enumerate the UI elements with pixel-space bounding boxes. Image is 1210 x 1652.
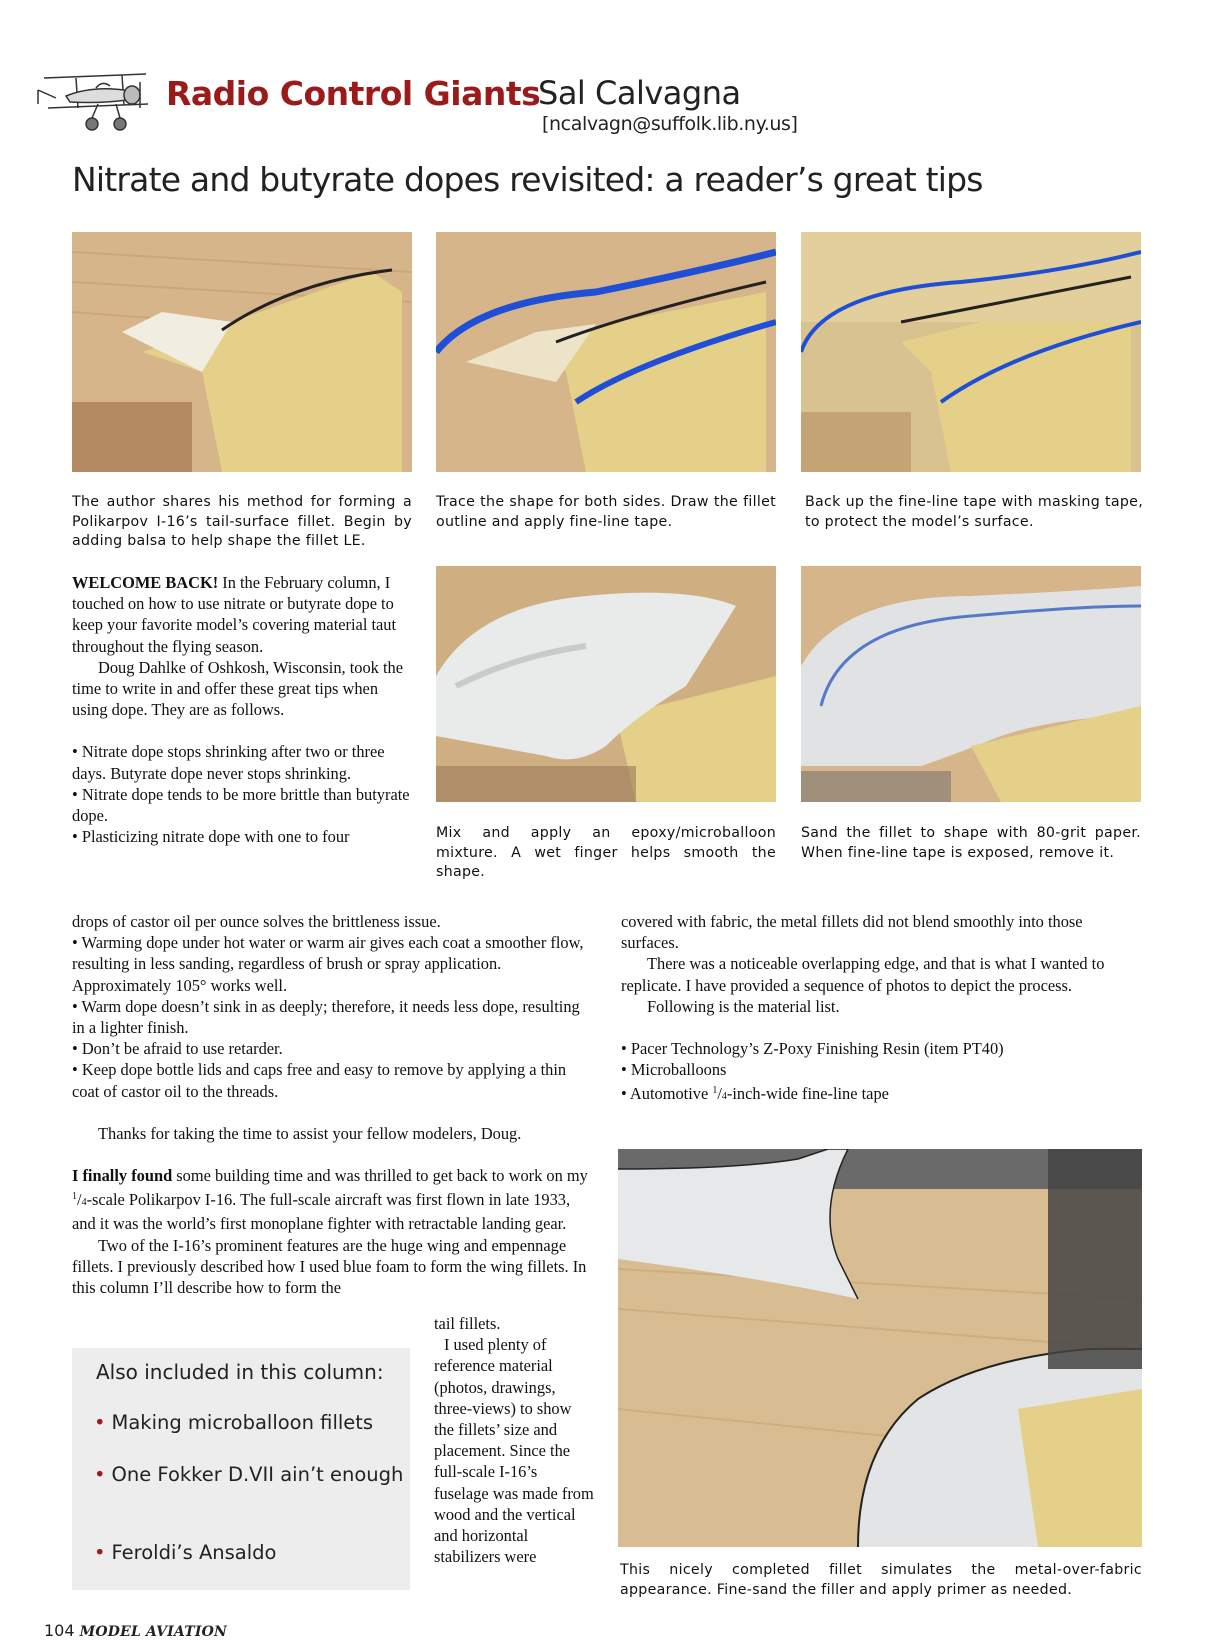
biplane-logo-icon <box>36 58 160 142</box>
overlap-paragraph: There was a noticeable overlapping edge, and that is what I wanted to replicate. I have provided a sequence of photos to depict the process. <box>621 954 1105 995</box>
magazine-name: MODEL AVIATION <box>79 1624 227 1640</box>
sidebar-item-label: Making microballoon fillets <box>111 1411 374 1434</box>
photo-traced-outline <box>436 232 776 472</box>
page-footer <box>44 1621 227 1640</box>
tip-item-cont: drops of castor oil per ounce solves the brittleness issue. <box>72 912 441 931</box>
doug-intro: Doug Dahlke of Oshkosh, Wisconsin, took the time to write in and offer these great tips when using dope. They are as follows. <box>72 657 403 720</box>
tip-item-start: • Plasticizing nitrate dope with one to four <box>72 827 350 847</box>
bullet-icon: • <box>94 1541 106 1564</box>
welcome-text: In the February column, I touched on how to use nitrate or butyrate dope to keep your favorite model’s covering material taut throughout the flying season. <box>72 573 397 656</box>
thanks-line: Thanks for taking the time to assist your fellow modelers, Doug. <box>98 1123 522 1143</box>
material-tape-a: • Automotive <box>621 1084 713 1104</box>
material-item: • Microballoons <box>621 1060 727 1080</box>
material-item: • Automotive $^1$/4-inch-wide fine-line tape <box>621 1084 889 1104</box>
sidebar-item <box>94 1462 411 1488</box>
tip-item: • Warm dope doesn’t sink in as deeply; therefore, it needs less dope, resulting in a lighter finish. <box>72 996 580 1038</box>
article-reference <box>434 1313 594 1567</box>
photo-masking-tape <box>801 232 1141 472</box>
bullet-icon: • <box>94 1463 106 1486</box>
photo-balsa-fillet <box>72 232 412 472</box>
page-number: 104 <box>44 1621 75 1640</box>
caption-photo1: The author shares his method for forming a Polikarpov I-16’s tail-surface fillet. Begin by adding balsa to help shape the fillet LE. <box>72 494 412 549</box>
sidebar-item-label: Feroldi’s Ansaldo <box>111 1541 277 1564</box>
material-tape-b: -inch-wide fine-line tape <box>726 1084 889 1104</box>
caption-photo2: Trace the shape for both sides. Draw the fillet outline and apply fine-line tape. <box>436 494 776 530</box>
found-lead: I finally found <box>72 1166 173 1186</box>
author-name: Sal Calvagna <box>538 74 741 112</box>
photo-sanded-fillet <box>801 566 1141 802</box>
fraction-den: 4 <box>721 1091 727 1103</box>
prominent-end: tail fillets. <box>434 1314 501 1333</box>
article-headline: Nitrate and butyrate dopes revisited: a reader’s great tips <box>72 160 983 199</box>
fraction-num: 1 <box>72 1191 77 1203</box>
photo-completed-fillet <box>618 1149 1142 1547</box>
tip-item: • Nitrate dope tends to be more brittle than butyrate dope. <box>72 784 410 826</box>
found-text-a: some building time and was thrilled to get back to work on my <box>172 1166 588 1186</box>
caption-photo3: Back up the fine-line tape with masking tape, to protect the model’s surface. <box>805 494 1143 530</box>
following-line: Following is the material list. <box>647 996 840 1016</box>
article-column-2 <box>621 911 1141 1108</box>
welcome-lead: WELCOME BACK! <box>72 573 219 592</box>
sidebar-title: Also included in this column: <box>96 1360 384 1384</box>
sidebar-item-label: One Fokker D.VII ain’t enough <box>111 1463 404 1486</box>
caption-photo5: Sand the fillet to shape with 80-grit paper. When fine-line tape is exposed, remove it. <box>801 825 1141 861</box>
column-title: Radio Control Giants <box>166 74 541 113</box>
material-item: • Pacer Technology’s Z-Poxy Finishing Resin (item PT40) <box>621 1039 1004 1059</box>
fraction-den: 4 <box>81 1197 87 1209</box>
photo-epoxy-mixture <box>436 566 776 802</box>
caption-photo6: This nicely completed fillet simulates the metal-over-fabric appearance. Fine-sand the filler and apply primer as needed. <box>620 1562 1142 1598</box>
fraction-num: 1 <box>712 1085 718 1097</box>
reference-paragraph: I used plenty of reference material (photos, drawings, three-views) to show the fillets’ size and placement. Since the full-scale I-16’s fuselage was made from wood and the vertical and horizontal stabilizers were <box>434 1335 594 1567</box>
tip-item: • Nitrate dope stops shrinking after two or three days. Butyrate dope never stops shrinking. <box>72 742 385 783</box>
article-intro <box>72 572 412 847</box>
tip-item: • Warming dope under hot water or warm air gives each coat a smoother flow, resulting in less sanding, regardless of brush or spray application. Approximately 105° works well. <box>72 933 584 995</box>
also-included-sidebar <box>72 1348 410 1590</box>
covered-paragraph: covered with fabric, the metal fillets did not blend smoothly into those surfaces. <box>621 912 1083 953</box>
caption-photo4: Mix and apply an epoxy/microballoon mixture. A wet finger helps smooth the shape. <box>436 825 776 880</box>
tip-item: • Don’t be afraid to use retarder. <box>72 1039 283 1059</box>
article-tips: drops of castor oil per ounce solves the brittleness issue. • Warming dope under hot water or warm air gives each coat a smoother flow, resulting in less sanding, regardless of brush or spray application. Approximately 105° works well. • Warm dope doesn’t sink in as deeply; therefore, it needs less dope, resulting in a lighter finish. • Don’t be afraid to use retarder. • Keep dope bottle lids and caps free and easy to remove by applying a thin coat of castor oil to the threads. Thanks for taking the time to assist your fellow modelers, Doug. I finally found some building time and was thrilled to get back to work on my $^1$/4-scale Polikarpov I-16. The full-scale aircraft was first flown in late 1933, and it was the world’s first monoplane fighter with retractable landing gear. Two of the I-16’s prominent features are the huge wing and empennage fillets. I previously described how I used blue foam to form the wing fillets. In this column I’ll describe how to form the <box>72 911 592 1298</box>
sidebar-item <box>94 1410 394 1436</box>
prominent-paragraph: Two of the I-16’s prominent features are the huge wing and empennage fillets. I previously described how I used blue foam to form the wing fillets. In this column I’ll describe how to form the <box>72 1235 587 1298</box>
author-email: [ncalvagn@suffolk.lib.ny.us] <box>542 113 798 135</box>
sidebar-item <box>94 1540 394 1566</box>
found-text-b: -scale Polikarpov I-16. The full-scale aircraft was first flown in late 1933, and it was the world’s first monoplane fighter with retractable landing gear. <box>72 1190 571 1234</box>
bullet-icon: • <box>94 1411 106 1434</box>
tip-item: • Keep dope bottle lids and caps free and easy to remove by applying a thin coat of castor oil to the threads. <box>72 1060 567 1101</box>
